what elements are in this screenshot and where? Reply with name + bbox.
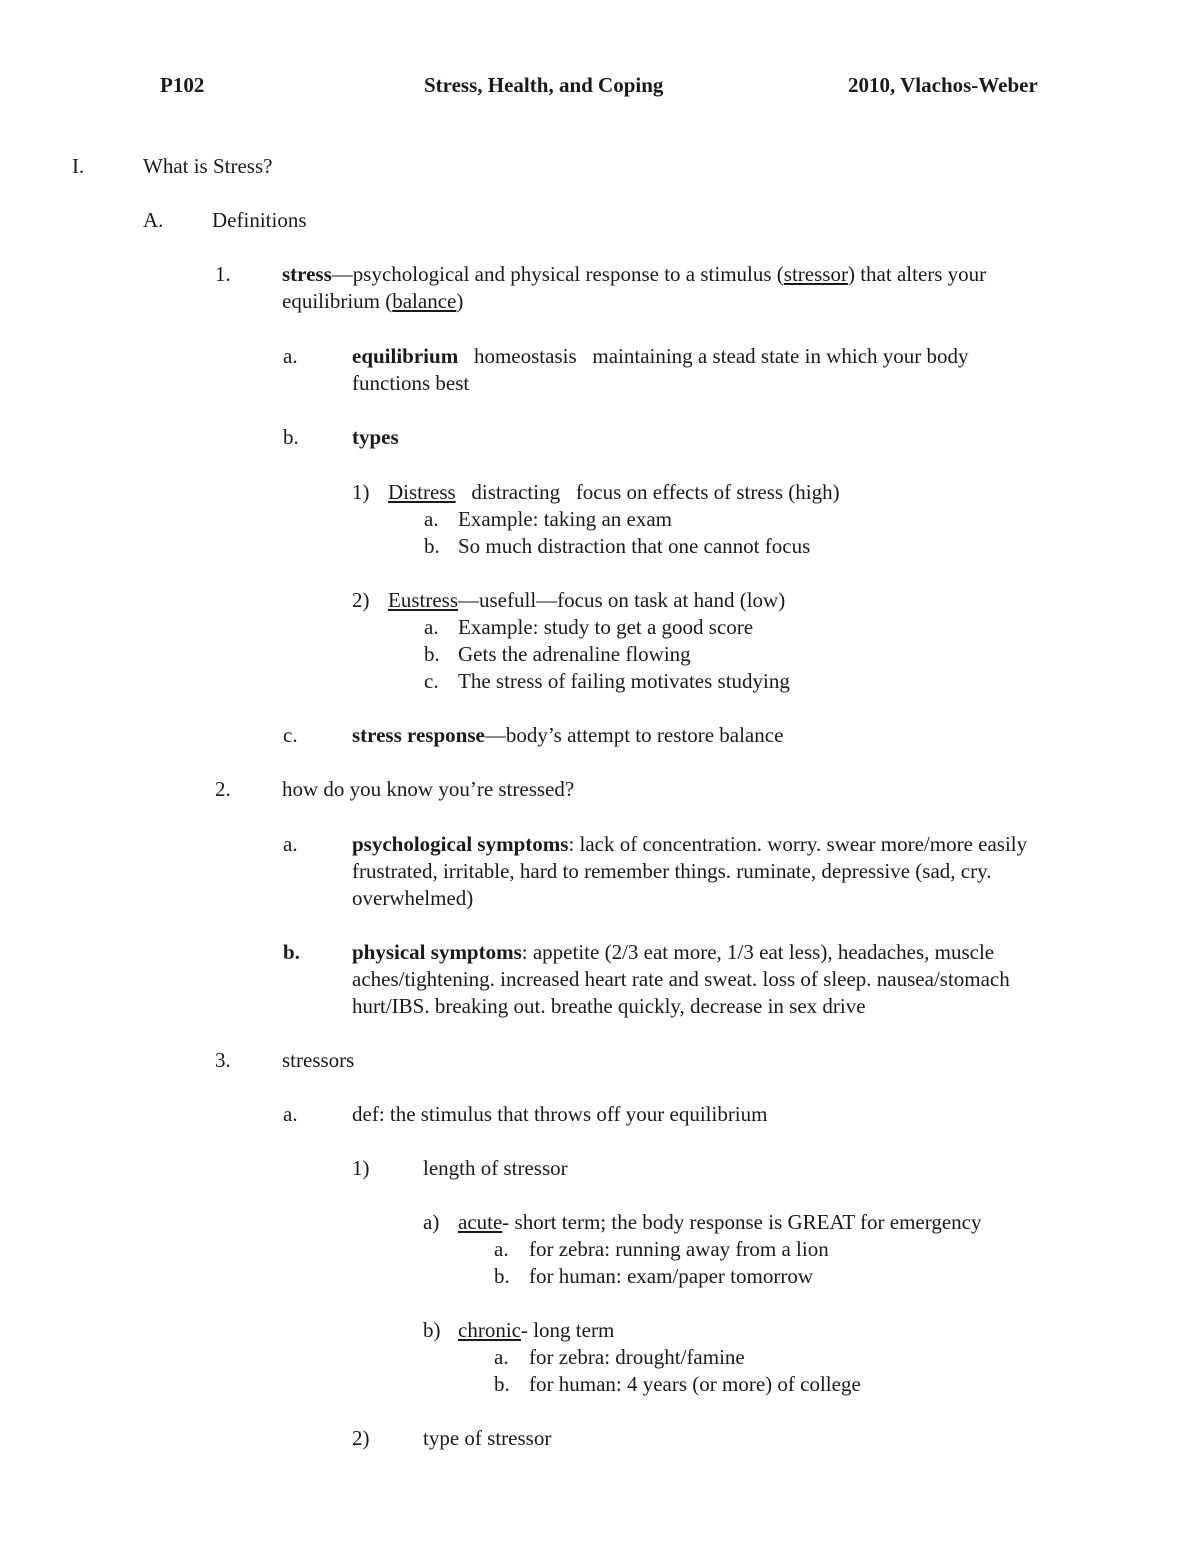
list-marker: a. <box>494 1237 509 1261</box>
term: physical symptoms <box>352 940 522 964</box>
course-code: P102 <box>160 73 205 97</box>
item-marker: 2) <box>352 588 370 612</box>
item-marker: b. <box>283 425 299 449</box>
section-marker: I. <box>72 154 85 178</box>
physical-symptoms-line2: aches/tightening. increased heart rate and sweat. loss of sleep. nausea/stomach <box>352 967 1010 991</box>
list-item: Gets the adrenaline flowing <box>458 642 691 666</box>
equilibrium-line2: functions best <box>352 371 470 395</box>
section-heading: What is Stress? <box>143 154 273 178</box>
item-marker: a. <box>283 832 298 856</box>
stressed-question: how do you know you’re stressed? <box>282 777 575 801</box>
term: stress response <box>352 723 485 747</box>
stressors-heading: stressors <box>282 1048 355 1072</box>
subsection-heading: Definitions <box>212 208 307 232</box>
item-marker: a. <box>283 1102 298 1126</box>
list-marker: b. <box>494 1264 510 1288</box>
physical-symptoms-line1: physical symptoms: appetite (2/3 eat more, 1/3 eat less), headaches, muscle <box>352 940 995 964</box>
list-item: Example: study to get a good score <box>458 615 754 639</box>
list-item: for zebra: running away from a lion <box>529 1237 829 1261</box>
item-marker: 1) <box>352 1156 370 1180</box>
psych-symptoms-line3: overwhelmed) <box>352 886 474 910</box>
item-marker: a. <box>283 344 298 368</box>
psych-symptoms-line2: frustrated, irritable, hard to remember things. ruminate, depressive (sad, cry. <box>352 859 992 883</box>
list-marker: a. <box>424 615 439 639</box>
author-year: 2010, Vlachos-Weber <box>848 73 1038 97</box>
list-marker: b. <box>424 534 440 558</box>
term: equilibrium <box>352 344 459 368</box>
item-marker: 2. <box>215 777 231 801</box>
term: stress <box>282 262 332 286</box>
list-item: Example: taking an exam <box>458 507 673 531</box>
list-marker: b. <box>494 1372 510 1396</box>
term: psychological symptoms <box>352 832 569 856</box>
eustress-line: Eustress—usefull—focus on task at hand (low) <box>388 588 786 612</box>
list-marker: b. <box>424 642 440 666</box>
list-item: for human: exam/paper tomorrow <box>529 1264 813 1288</box>
acute-line: acute- short term; the body response is GREAT for emergency <box>458 1210 982 1234</box>
item-marker: a) <box>423 1210 440 1234</box>
list-marker: a. <box>424 507 439 531</box>
list-item: for human: 4 years (or more) of college <box>529 1372 861 1396</box>
list-marker: c. <box>424 669 439 693</box>
list-item: for zebra: drought/famine <box>529 1345 745 1369</box>
type-heading: type of stressor <box>423 1426 552 1450</box>
item-marker: 3. <box>215 1048 231 1072</box>
length-heading: length of stressor <box>423 1156 568 1180</box>
list-marker: a. <box>494 1345 509 1369</box>
stress-definition-line1: stress—psychological and physical response to a stimulus (stressor) that alters your <box>282 262 987 286</box>
physical-symptoms-line3: hurt/IBS. breaking out. breathe quickly, decrease in sex drive <box>352 994 866 1018</box>
item-marker: 1) <box>352 480 370 504</box>
item-marker: b) <box>423 1318 441 1342</box>
stressor-definition: def: the stimulus that throws off your equilibrium <box>352 1102 768 1126</box>
distress-line: Distress distracting focus on effects of stress (high) <box>388 480 840 504</box>
chronic-line: chronic- long term <box>458 1318 615 1342</box>
item-marker: 1. <box>215 262 231 286</box>
item-marker: c. <box>283 723 298 747</box>
item-marker: 2) <box>352 1426 370 1450</box>
list-item: The stress of failing motivates studying <box>458 669 790 693</box>
list-item: So much distraction that one cannot focus <box>458 534 811 558</box>
stress-definition-line2: equilibrium (balance) <box>282 289 464 313</box>
stress-response-line: stress response—body’s attempt to restore balance <box>352 723 784 747</box>
psych-symptoms-line1: psychological symptoms: lack of concentration. worry. swear more/more easily <box>352 832 1028 856</box>
types-heading: types <box>352 425 399 449</box>
item-marker: b. <box>283 940 300 964</box>
subsection-marker: A. <box>143 208 164 232</box>
equilibrium-line1: equilibrium homeostasis maintaining a stead state in which your body <box>352 344 969 368</box>
document-title: Stress, Health, and Coping <box>424 73 664 97</box>
